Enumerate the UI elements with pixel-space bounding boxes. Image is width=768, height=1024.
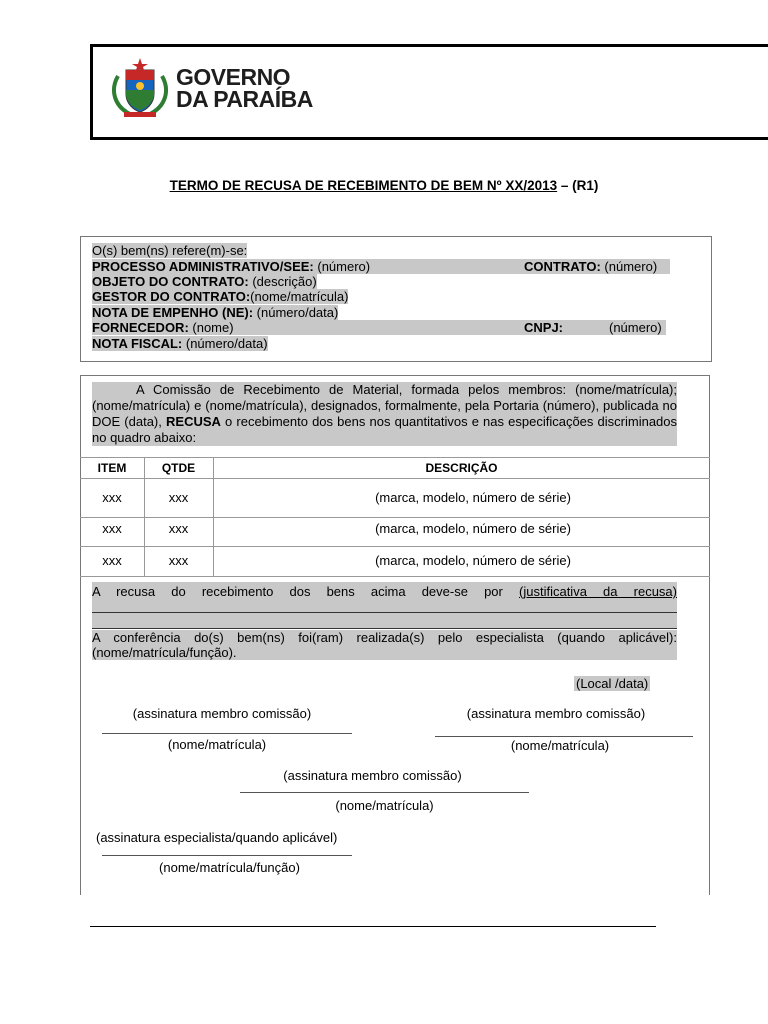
signature-line-3: [240, 792, 529, 793]
table-cell: xxx: [102, 521, 122, 536]
table-line: [80, 546, 710, 547]
title-suffix: – (R1): [557, 178, 599, 193]
cnpj-value: (número): [609, 320, 662, 335]
fornecedor-label: FORNECEDOR:: [92, 320, 189, 335]
table-cell: xxx: [168, 521, 189, 536]
local-data: (Local /data): [576, 676, 649, 691]
objeto-line: [92, 274, 317, 289]
signature-label-1: (assinatura membro comissão): [132, 706, 312, 721]
table-line: [80, 478, 710, 479]
info-intro: O(s) bem(ns) refere(m)-se:: [92, 243, 248, 258]
signature-name-1: (nome/matrícula): [167, 737, 267, 752]
fill-line: [92, 612, 677, 613]
empenho-label: NOTA DE EMPENHO (NE):: [92, 305, 254, 320]
cnpj-label-wrap: [524, 320, 563, 335]
recusa-text: A recusa do recebimento dos bens acima deve-se por: [92, 584, 503, 599]
processo-line: [92, 259, 370, 274]
recusa-justificativa: (justificativa da recusa): [519, 584, 677, 599]
fill-line: [92, 628, 677, 629]
comissao-text-before: A Comissão de Recebimento de Material, formada pelos membros: (nome/matrícula); (nome/matrícula) e (nome/matrícula), designados, formalmente, pela Portaria (número), publicada no DOE (data),: [92, 382, 677, 429]
table-line: [80, 457, 710, 458]
table-cell: (marca, modelo, número de série): [375, 553, 571, 568]
processo-label: PROCESSO ADMINISTRATIVO/SEE:: [92, 259, 314, 274]
cnpj-label: CNPJ:: [524, 320, 564, 335]
signature-name-2: (nome/matrícula): [510, 738, 610, 753]
comissao-recusa: RECUSA: [166, 414, 221, 429]
signature-line-1: [102, 733, 352, 734]
table-cell: xxx: [168, 553, 189, 568]
processo-value: (número): [313, 259, 371, 274]
table-header-descricao: DESCRIÇÃO: [425, 461, 498, 475]
comissao-text-after: o recebimento dos bens nos quantitativos e nas especificações discriminados no quadro abaixo:: [92, 414, 678, 445]
table-cell: xxx: [168, 490, 189, 505]
table-line: [80, 517, 710, 518]
signature-name-3: (nome/matrícula): [335, 798, 434, 813]
gestor-label: GESTOR DO CONTRATO:: [92, 289, 251, 304]
contrato-line: [524, 259, 657, 274]
signature-name-4: (nome/matrícula/função): [159, 860, 300, 875]
table-line: [80, 576, 710, 577]
empenho-value: (número/data): [253, 305, 339, 320]
contrato-label: CONTRATO:: [524, 259, 601, 274]
conferencia-paragraph: A conferência do(s) bem(ns) foi(ram) realizada(s) pelo especialista (quando aplicável): (nome/matrícula/função).: [92, 630, 677, 660]
table-cell: (marca, modelo, número de série): [375, 490, 571, 505]
table-cell: xxx: [102, 490, 122, 505]
objeto-value: (descrição): [248, 274, 317, 289]
table-cell: (marca, modelo, número de série): [375, 521, 571, 536]
gestor-line: [92, 289, 348, 304]
table-header-item: ITEM: [97, 461, 127, 475]
fornecedor-value: (nome): [188, 320, 234, 335]
empenho-line: [92, 305, 338, 320]
nf-value: (número/data): [182, 336, 268, 351]
document-title: [0, 178, 768, 193]
objeto-label: OBJETO DO CONTRATO:: [92, 274, 249, 289]
logo-text: GOVERNO DA PARAÍBA: [176, 64, 313, 112]
signature-line-2: [435, 736, 693, 737]
nf-line: [92, 336, 268, 351]
recusa-line: [92, 584, 677, 600]
gestor-value: (nome/matrícula): [250, 289, 349, 304]
table-cell: xxx: [102, 553, 122, 568]
info-intro-line: [92, 243, 247, 258]
nf-label: NOTA FISCAL:: [92, 336, 183, 351]
signature-label-2: (assinatura membro comissão): [466, 706, 646, 721]
signature-label-3: (assinatura membro comissão): [283, 768, 462, 783]
title-main: TERMO DE RECUSA DE RECEBIMENTO DE BEM Nº XX/2013: [169, 178, 558, 193]
table-header-qtde: QTDE: [161, 461, 196, 475]
comissao-paragraph: [92, 382, 677, 446]
signature-line-4: [102, 855, 352, 856]
footer-rule: [90, 926, 656, 927]
signature-label-4: (assinatura especialista/quando aplicável): [96, 830, 338, 845]
contrato-value: (número): [600, 259, 658, 274]
fornecedor-line: [92, 320, 234, 335]
